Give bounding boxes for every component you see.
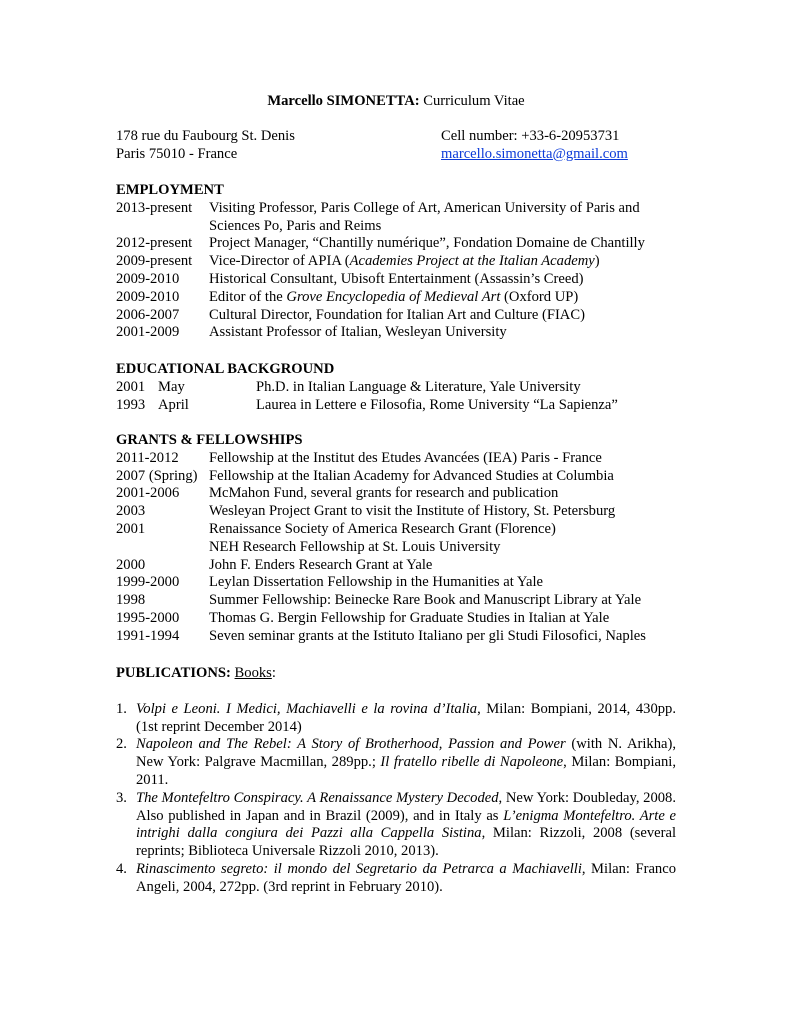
employment-entry: [116, 253, 676, 271]
phone-number: Cell number: +33-6-20953731: [441, 128, 620, 144]
entry-text: Seven seminar grants at the Istituto Italiano per gli Studi Filosofici, Naples: [209, 627, 646, 644]
book-number: 3.: [116, 789, 127, 806]
grant-entry: [116, 521, 676, 539]
grant-entry: [116, 557, 676, 575]
section-heading: EMPLOYMENT: [116, 182, 224, 198]
books-list: [116, 701, 676, 897]
book-item: [116, 736, 676, 789]
entry-text: John F. Enders Research Grant at Yale: [209, 556, 433, 573]
entry-text: Fellowship at the Italian Academy for Advanced Studies at Columbia: [209, 467, 614, 484]
entry-text: Assistant Professor of Italian, Wesleyan University: [209, 324, 507, 341]
grant-entry: [116, 503, 676, 521]
book-item: [116, 701, 676, 737]
entry-text: Project Manager, “Chantilly numérique”, Fondation Domaine de Chantilly: [209, 235, 645, 252]
grant-entry: [116, 450, 676, 468]
employment-entry: [116, 235, 676, 253]
entry-date: 2011-2012: [116, 449, 179, 466]
address-line-2: Paris 75010 - France: [116, 145, 238, 162]
entry-date: 2009-present: [116, 253, 193, 270]
employment-entry: [116, 289, 676, 307]
book-citation: Volpi e Leoni. I Medici, Machiavelli e la rovina d’Italia, Milan: Bompiani, 2014, 430pp. (1st reprint December 2014): [136, 700, 677, 735]
employment-entry: [116, 307, 676, 325]
entry-date: 1998: [116, 592, 146, 609]
grant-entry: [116, 574, 676, 592]
entry-date: 2012-present: [116, 235, 193, 252]
email-link[interactable]: marcello.simonetta@gmail.com: [441, 145, 628, 162]
book-citation: Rinascimento segreto: il mondo del Segretario da Petrarca a Machiavelli, Milan: Franco Angeli, 2004, 272pp. (3rd reprint in February 2010).: [136, 860, 676, 895]
employment-entry: [116, 200, 676, 236]
entry-text: Thomas G. Bergin Fellowship for Graduate Studies in Italian at Yale: [209, 609, 610, 626]
grant-entry: [116, 468, 676, 486]
entry-text: Wesleyan Project Grant to visit the Institute of History, St. Petersburg: [209, 503, 616, 520]
book-number: 2.: [116, 736, 127, 753]
grants-list: [116, 450, 676, 646]
employment-entry: [116, 271, 676, 289]
entry-date: 2001-2009: [116, 324, 180, 341]
entry-text: NEH Research Fellowship at St. Louis University: [209, 538, 501, 555]
employment-entry: [116, 324, 676, 342]
entry-date: 2013-present: [116, 199, 193, 216]
section-heading: PUBLICATIONS: Books:: [116, 665, 276, 681]
page-title: [116, 93, 676, 111]
education-entry: [116, 379, 676, 397]
entry-date: 1991-1994: [116, 627, 180, 644]
section-heading: EDUCATIONAL BACKGROUND: [116, 361, 335, 377]
entry-date: 1995-2000: [116, 609, 180, 626]
entry-date: 2001 May: [116, 378, 185, 395]
contact-block: [116, 128, 676, 164]
entry-text: Ph.D. in Italian Language & Literature, Yale University: [256, 378, 581, 395]
entry-text: Cultural Director, Foundation for Italian Art and Culture (FIAC): [209, 306, 585, 323]
entry-text: Laurea in Lettere e Filosofia, Rome University “La Sapienza”: [256, 396, 618, 413]
book-citation: The Montefeltro Conspiracy. A Renaissance Mystery Decoded, New York: Doubleday, 2008. Also published in Japan and in Brazil (2009), and in Italy as L’enigma Montefeltro. Arte e intrighi dalla congiura dei Pazzi alla Cappella Sistina, Milan: Rizzoli, 2008 (several reprints; Biblioteca Universale Rizzoli 2010, 2013).: [136, 789, 677, 860]
entry-text: Historical Consultant, Ubisoft Entertainment (Assassin’s Creed): [209, 270, 584, 287]
education-section: [116, 361, 676, 414]
entry-text: Summer Fellowship: Beinecke Rare Book and Manuscript Library at Yale: [209, 592, 642, 609]
grant-entry: [116, 592, 676, 610]
entry-date: 2009-2010: [116, 270, 180, 287]
grant-entry: [116, 485, 676, 503]
entry-date: 2003: [116, 503, 146, 520]
employment-section: [116, 182, 676, 342]
entry-date: 2000: [116, 556, 146, 573]
entry-text: Fellowship at the Institut des Etudes Avancées (IEA) Paris - France: [209, 449, 602, 466]
publications-section: [116, 665, 676, 897]
author-name: Marcello SIMONETTA:: [267, 93, 420, 109]
entry-date: 2007 (Spring): [116, 467, 198, 484]
book-citation: Napoleon and The Rebel: A Story of Brotherhood, Passion and Power (with N. Arikha), New York: Palgrave Macmillan, 289pp.; Il fratello ribelle di Napoleone, Milan: Bompiani, 2011.: [136, 736, 676, 788]
entry-date: 2001-2006: [116, 485, 180, 502]
entry-date: 1993 April: [116, 396, 189, 413]
address-line-1: 178 rue du Faubourg St. Denis: [116, 128, 295, 144]
books-subheading: Books: [234, 665, 272, 681]
book-item: [116, 790, 676, 861]
entry-date: 2006-2007: [116, 306, 180, 323]
book-number: 4.: [116, 860, 127, 877]
section-heading: GRANTS & FELLOWSHIPS: [116, 432, 303, 448]
entry-text: Renaissance Society of America Research Grant (Florence): [209, 520, 556, 537]
education-entry: [116, 397, 676, 415]
entry-date: 1999-2000: [116, 574, 180, 591]
entry-date: [116, 539, 209, 557]
entry-text: Leylan Dissertation Fellowship in the Humanities at Yale: [209, 574, 543, 591]
grant-entry: [116, 628, 676, 646]
entry-text: Vice-Director of APIA (Academies Project at the Italian Academy): [209, 253, 600, 270]
grants-section: [116, 432, 676, 646]
book-number: 1.: [116, 700, 127, 717]
book-item: [116, 861, 676, 897]
entry-text: Visiting Professor, Paris College of Art, American University of Paris and Sciences Po, Paris and Reims: [209, 199, 640, 234]
document-type: Curriculum Vitae: [423, 93, 525, 109]
grant-entry: [116, 539, 676, 557]
entry-text: Editor of the Grove Encyclopedia of Medieval Art (Oxford UP): [209, 288, 579, 305]
entry-date: 2001: [116, 520, 146, 537]
grant-entry: [116, 610, 676, 628]
entry-text: McMahon Fund, several grants for research and publication: [209, 485, 559, 502]
entry-date: 2009-2010: [116, 288, 180, 305]
